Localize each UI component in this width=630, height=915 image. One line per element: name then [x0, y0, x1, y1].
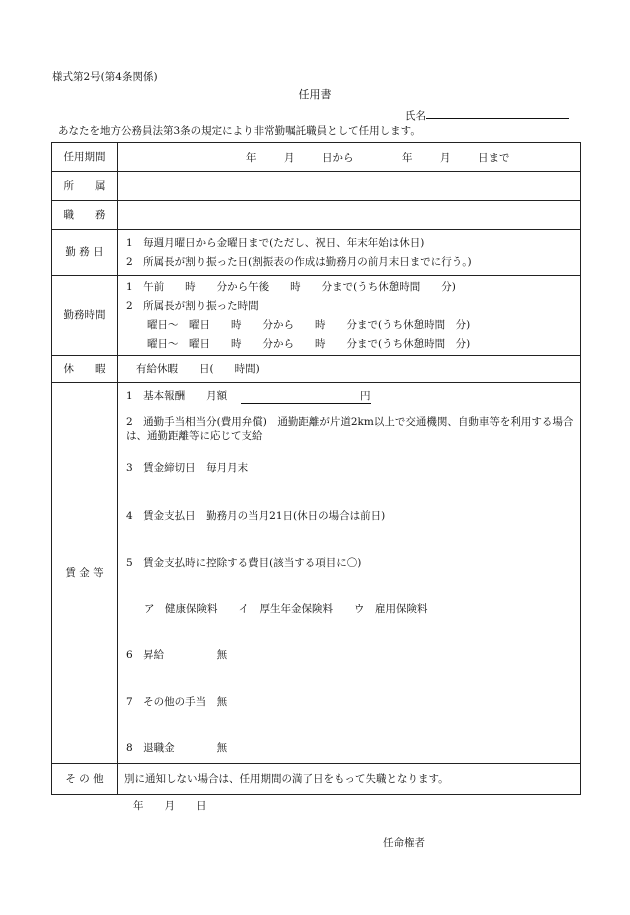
leave-label: 休 暇: [52, 356, 118, 383]
other-label: そ の 他: [52, 764, 118, 795]
name-label: 氏名: [405, 110, 426, 122]
worktime-content: [118, 276, 581, 356]
period-end-day: 日まで: [478, 152, 510, 164]
row-worktime: [52, 276, 581, 356]
appointer-label: 任命権者: [383, 837, 425, 849]
deduction-title: 5 賃金支払時に控除する費目(該当する項目に〇): [126, 557, 362, 569]
row-workdays: [52, 230, 581, 276]
period-parts: [118, 143, 580, 171]
workdays-label: 勤 務 日: [52, 230, 118, 276]
row-period: [52, 143, 581, 172]
row-other: [52, 764, 581, 795]
worktime-label: 勤務時間: [52, 276, 118, 356]
worktime-line-4: 曜日～ 曜日 時 分から 時 分まで(うち休憩時間 分): [126, 337, 471, 350]
basic-pay-unit: 円: [241, 389, 371, 404]
worktime-line-3: 曜日～ 曜日 時 分から 時 分まで(うち休憩時間 分): [126, 318, 471, 331]
other-content: 別に通知しない場合は、任用期間の満了日をもって失職となります。: [118, 764, 581, 795]
row-wages: [52, 383, 581, 764]
row-affiliation: [52, 172, 581, 201]
row-duty: [52, 201, 581, 230]
period-label: 任用期間: [52, 143, 118, 172]
basic-pay: [126, 389, 371, 404]
name-underline: [426, 107, 569, 119]
workdays-line-2: 2 所属長が割り振った日(割振表の作成は勤務月の前月末日までに行う。): [126, 255, 472, 268]
worktime-line-1: 1 午前 時 分から午後 時 分まで(うち休憩時間 分): [126, 280, 456, 293]
period-end-year: 年: [402, 152, 413, 164]
pay-day: 4 賃金支払日 勤務月の当月21日(休日の場合は前日): [126, 510, 386, 522]
period-end-month: 月: [440, 152, 451, 164]
duty-content: [118, 201, 581, 230]
period-start-year: 年: [246, 152, 257, 164]
form-number: 様式第2号(第4条関係): [52, 71, 158, 83]
raise: 6 昇給 無: [126, 649, 228, 661]
workdays-content: [118, 230, 581, 276]
document-title: 任用書: [298, 88, 332, 101]
basic-pay-label: 1 基本報酬 月額: [126, 390, 228, 402]
intro-text: あなたを地方公務員法第3条の規定により非常勤嘱託職員として任用します。: [58, 125, 421, 137]
appointment-form-table: [51, 142, 581, 795]
wages-block: [118, 383, 580, 763]
affiliation-content: [118, 172, 581, 201]
period-start-month: 月: [284, 152, 295, 164]
affiliation-label: 所 属: [52, 172, 118, 201]
pay-cutoff: 3 賃金締切日 毎月月末: [126, 462, 249, 474]
period-content: [118, 143, 581, 172]
worktime-line-2: 2 所属長が割り振った時間: [126, 299, 259, 312]
workdays-line-1: 1 毎週月曜日から金曜日まで(ただし、祝日、年末年始は休日): [126, 236, 425, 249]
footer-date: 年 月 日: [133, 800, 207, 812]
period-start-day: 日から: [322, 152, 354, 164]
leave-content: 有給休暇 日( 時間): [118, 356, 581, 383]
commute-allowance: 2 通勤手当相当分(費用弁償) 通勤距離が片道2km以上で交通機関、自動車等を利用する場合は、通勤距離等に応じて支給: [126, 416, 574, 442]
row-leave: [52, 356, 581, 383]
duty-label: 職 務: [52, 201, 118, 230]
name-field: [405, 107, 569, 123]
retirement-allowance: 8 退職金 無: [126, 742, 228, 754]
deduction-items: ア 健康保険料 イ 厚生年金保険料 ウ 雇用保険料: [144, 603, 428, 615]
wages-label: 賃 金 等: [52, 383, 118, 764]
other-allowance: 7 その他の手当 無: [126, 696, 228, 708]
wages-content: [118, 383, 581, 764]
